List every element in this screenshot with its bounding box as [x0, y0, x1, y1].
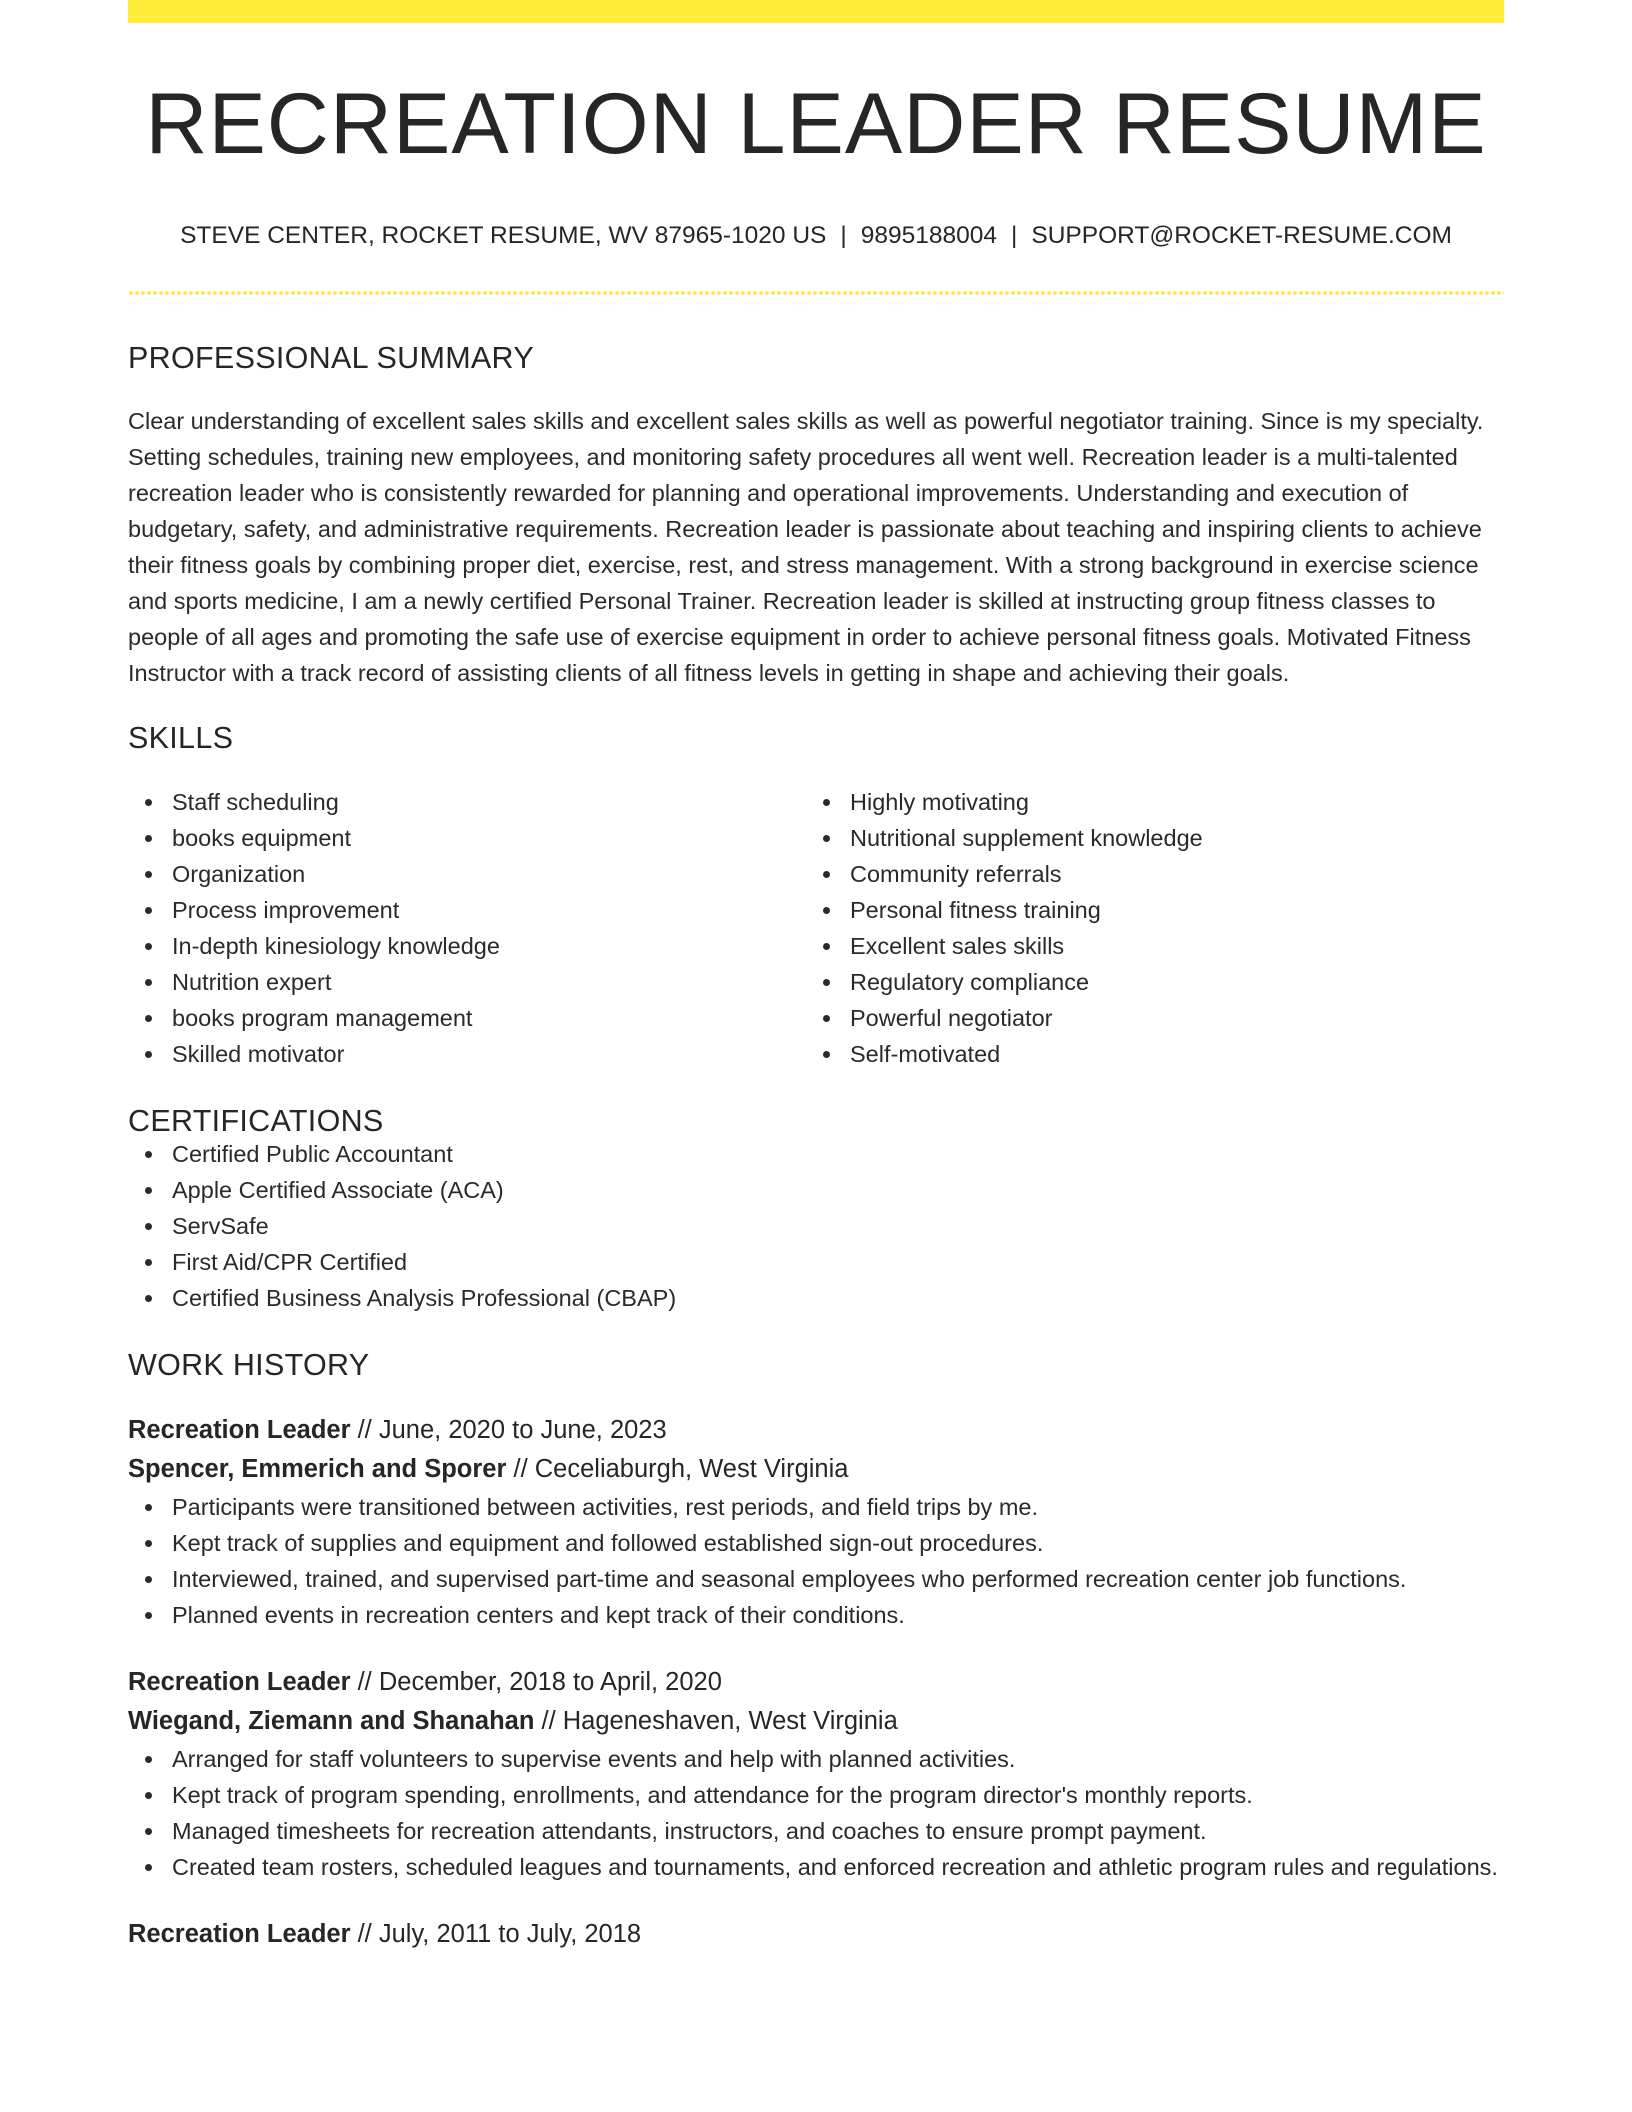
skill-item: Organization [128, 856, 806, 892]
top-accent-bar [128, 0, 1504, 23]
job-title: Recreation Leader [128, 1667, 351, 1696]
resume-title: RECREATION LEADER RESUME [145, 76, 1487, 172]
job-duty: Arranged for staff volunteers to supervise events and help with planned activities. [128, 1741, 1504, 1777]
job-company: Spencer, Emmerich and Sporer [128, 1454, 507, 1483]
job-duty: Interviewed, trained, and supervised part-time and seasonal employees who performed recreation center job functions. [128, 1561, 1504, 1597]
job-duty: Participants were transitioned between activities, rest periods, and field trips by me. [128, 1489, 1504, 1525]
job-entry [128, 1663, 1504, 1885]
skills-column-left [128, 784, 806, 1072]
resume-page [128, 0, 1504, 1954]
job-duty: Kept track of supplies and equipment and followed established sign-out procedures. [128, 1525, 1504, 1561]
skill-item: Powerful negotiator [806, 1000, 1484, 1036]
contact-separator: | [1011, 222, 1018, 249]
skill-item: books program management [128, 1000, 806, 1036]
skill-item: In-depth kinesiology knowledge [128, 928, 806, 964]
job-duties-list [128, 1741, 1504, 1885]
skill-item: Nutritional supplement knowledge [806, 820, 1484, 856]
summary-text: Clear understanding of excellent sales skills and excellent sales skills as well as powerful negotiator training. Since is my specialty. Setting schedules, training new employees, and monitoring safety procedures all went well. Recreation leader is a multi-talented recreation leader who is consistently rewarded for planning and operational improvements. Understanding and execution of budgetary, safety, and administrative requirements. Recreation leader is passionate about teaching and inspiring clients to achieve their fitness goals by combining proper diet, exercise, rest, and stress management. With a strong background in exercise science and sports medicine, I am a newly certified Personal Trainer. Recreation leader is skilled at instructing group fitness classes to people of all ages and promoting the safe use of exercise equipment in order to achieve personal fitness goals. Motivated Fitness Instructor with a track record of assisting clients of all fitness levels in getting in shape and achieving their goals. [128, 408, 1484, 686]
contact-address: STEVE CENTER, ROCKET RESUME, WV 87965-1020 US [180, 222, 827, 249]
skill-item: Personal fitness training [806, 892, 1484, 928]
skill-item: Highly motivating [806, 784, 1484, 820]
skills-list-left [128, 784, 806, 1072]
job-company-line [128, 1450, 1504, 1489]
skills-list-right [806, 784, 1484, 1072]
job-dates: // June, 2020 to June, 2023 [350, 1415, 667, 1444]
job-dates: // July, 2011 to July, 2018 [350, 1919, 642, 1948]
certification-item: ServSafe [128, 1208, 1504, 1244]
skills-column-right [806, 784, 1484, 1072]
skill-item: Nutrition expert [128, 964, 806, 1000]
certification-item: First Aid/CPR Certified [128, 1244, 1504, 1280]
certifications-heading: CERTIFICATIONS [128, 1103, 384, 1138]
job-company: Wiegand, Ziemann and Shanahan [128, 1706, 535, 1735]
job-duty: Managed timesheets for recreation attendants, instructors, and coaches to ensure prompt payment. [128, 1813, 1504, 1849]
job-title: Recreation Leader [128, 1919, 351, 1948]
certification-item: Certified Public Accountant [128, 1136, 1504, 1172]
skill-item: Self-motivated [806, 1036, 1484, 1072]
skill-item: Staff scheduling [128, 784, 806, 820]
contact-phone: 9895188004 [860, 222, 997, 249]
certifications-list [128, 1136, 1504, 1316]
skill-item: books equipment [128, 820, 806, 856]
job-title: Recreation Leader [128, 1415, 351, 1444]
contact-line [128, 224, 1504, 249]
contact-separator: | [840, 222, 847, 249]
job-dates: // December, 2018 to April, 2020 [350, 1667, 722, 1696]
skill-item: Community referrals [806, 856, 1484, 892]
skill-item: Process improvement [128, 892, 806, 928]
job-title-line [128, 1411, 1504, 1450]
skills-heading: SKILLS [128, 721, 234, 755]
job-location: // Ceceliaburgh, West Virginia [506, 1454, 849, 1483]
job-company-line [128, 1702, 1504, 1741]
contact-email: SUPPORT@ROCKET-RESUME.COM [1031, 222, 1452, 249]
skill-item: Excellent sales skills [806, 928, 1484, 964]
skills-grid [128, 784, 1504, 1072]
job-entry [128, 1411, 1504, 1633]
certification-item: Apple Certified Associate (ACA) [128, 1172, 1504, 1208]
job-location: // Hageneshaven, West Virginia [534, 1706, 898, 1735]
work-history-heading: WORK HISTORY [128, 1348, 370, 1382]
summary-heading: PROFESSIONAL SUMMARY [128, 340, 534, 375]
skill-item: Regulatory compliance [806, 964, 1484, 1000]
job-duty: Created team rosters, scheduled leagues and tournaments, and enforced recreation and athletic program rules and regulations. [128, 1849, 1504, 1885]
skill-item: Skilled motivator [128, 1036, 806, 1072]
dotted-divider [128, 291, 1504, 295]
job-duties-list [128, 1489, 1504, 1633]
certification-item: Certified Business Analysis Professional (CBAP) [128, 1280, 1504, 1316]
job-title-line [128, 1915, 1504, 1954]
job-entry [128, 1915, 1504, 1954]
job-title-line [128, 1663, 1504, 1702]
job-duty: Planned events in recreation centers and kept track of their conditions. [128, 1597, 1504, 1633]
job-duty: Kept track of program spending, enrollments, and attendance for the program director's monthly reports. [128, 1777, 1504, 1813]
